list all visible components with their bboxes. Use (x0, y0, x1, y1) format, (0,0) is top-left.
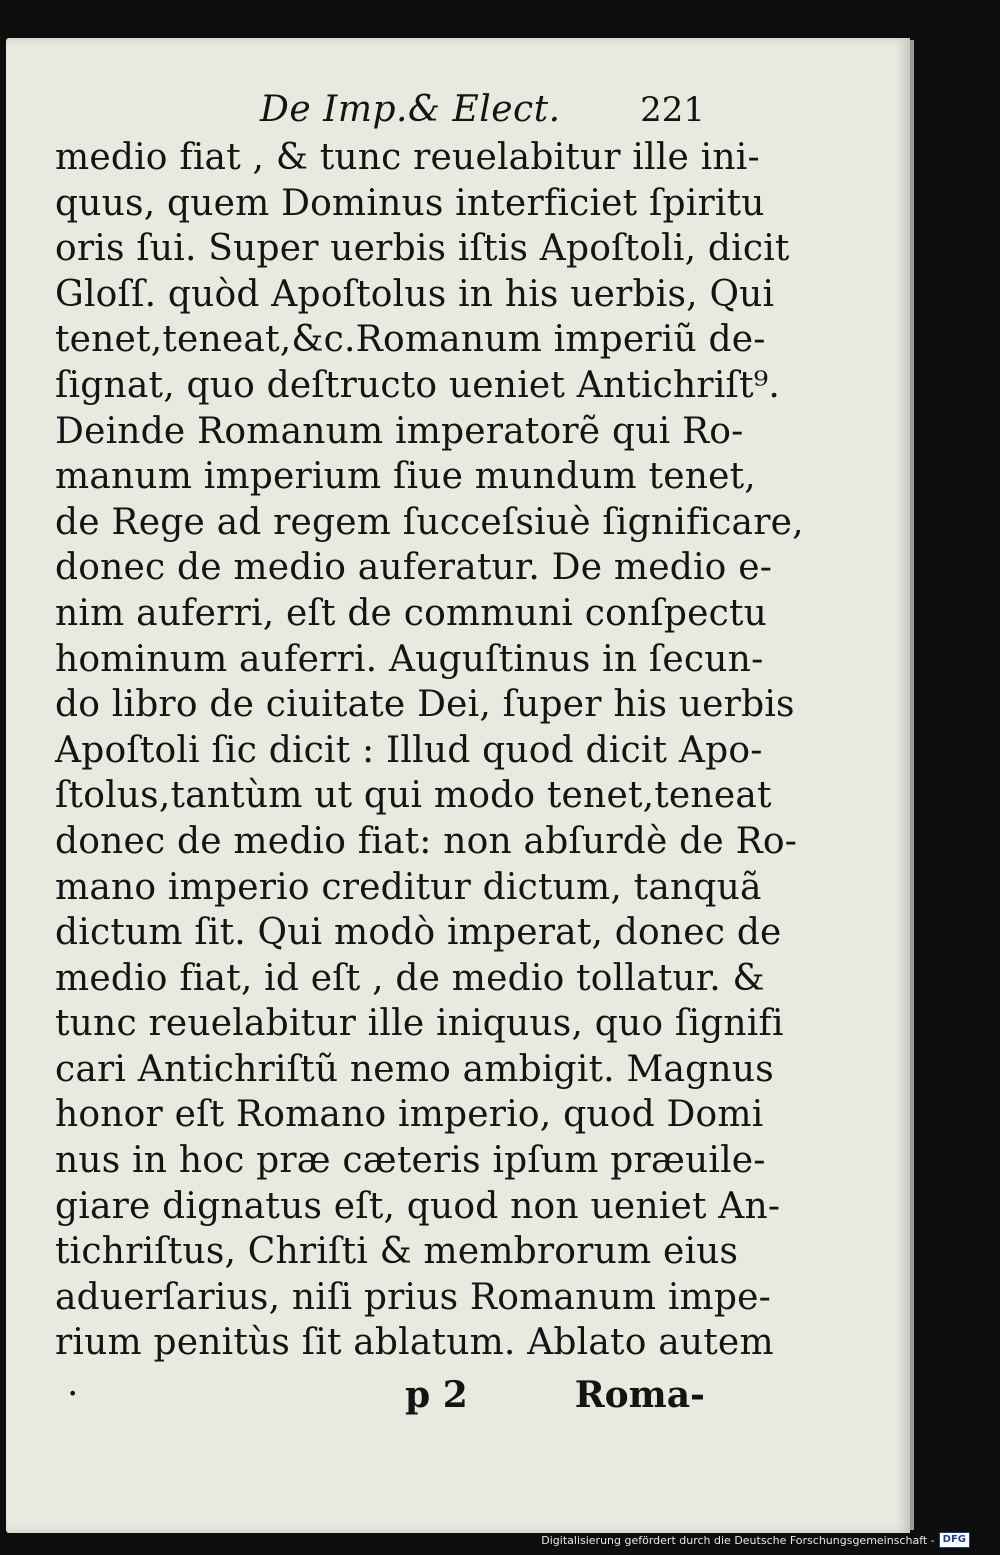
text-line: medio fiat, id eſt , de medio tollatur. & (55, 957, 765, 999)
text-line: tenet,teneat,&c.Romanum imperiũ de- (55, 319, 766, 361)
text-line: aduerſarius, niſi prius Romanum impe- (55, 1276, 772, 1318)
text-line: dictum ſit. Qui modò imperat, donec de (55, 912, 782, 954)
ink-dot: · (67, 1374, 79, 1416)
page-number: 221 (640, 90, 705, 130)
text-line: Apoſtoli ſic dicit : Illud quod dicit Apo- (55, 729, 763, 771)
text-line: hominum auferri. Auguſtinus in ſecun- (55, 638, 764, 680)
text-line: de Rege ad regem ſucceſsiuè ſignificare, (55, 501, 804, 543)
text-line: rium penitùs ſit ablatum. Ablato autem (55, 1322, 774, 1364)
page-edge (910, 40, 914, 1530)
text-line: donec de medio fiat: non abſurdè de Ro- (55, 820, 798, 862)
running-title: De Imp.& Elect. (260, 89, 561, 130)
text-line: giare dignatus eſt, quod non ueniet An- (55, 1185, 781, 1227)
text-line: donec de medio auferatur. De medio e- (55, 547, 773, 589)
credit-text: Digitalisierung gefördert durch die Deutsche Forschungsgemeinschaft - (541, 1533, 935, 1547)
catchline (55, 1370, 705, 1420)
text-line: nim auferri, eſt de communi conſpectu (55, 592, 768, 634)
text-line: tichriſtus, Chriſti & membrorum eius (55, 1231, 739, 1273)
text-line: mano imperio creditur dictum, tanquã (55, 866, 762, 908)
text-block (55, 85, 804, 1420)
text-line: manum imperium ſiue mundum tenet, (55, 456, 756, 498)
catchword: Roma- (574, 1374, 705, 1417)
text-line: Gloſſ. quòd Apoſtolus in his uerbis, Qui (55, 273, 775, 315)
digitization-credit (541, 1531, 970, 1549)
text-line: ſtolus,tantùm ut qui modo tenet,teneat (55, 775, 772, 817)
text-line: do libro de ciuitate Dei, ſuper his uerbis (55, 684, 795, 726)
text-line: Deinde Romanum imperatorẽ qui Ro- (55, 410, 744, 452)
text-line: nus in hoc præ cæteris ipſum præuile- (55, 1140, 766, 1182)
dfg-logo: DFG (939, 1532, 970, 1548)
text-line: quus, quem Dominus interficiet ſpiritu (55, 182, 765, 224)
text-line: medio fiat , & tunc reuelabitur ille ini- (55, 137, 760, 178)
body-text (55, 135, 804, 1366)
text-line: oris ſui. Super uerbis iſtis Apoſtoli, dicit (55, 228, 790, 270)
text-line: honor eſt Romano imperio, quod Domi (55, 1094, 764, 1136)
text-line: ſignat, quo deſtructo ueniet Antichriſt⁹. (55, 364, 781, 406)
text-line: cari Antichriſtũ nemo ambigit. Magnus (55, 1048, 774, 1090)
running-head (55, 85, 705, 135)
signature-mark: p 2 (405, 1374, 468, 1417)
text-line: tunc reuelabitur ille iniquus, quo ſignifi (55, 1003, 784, 1045)
